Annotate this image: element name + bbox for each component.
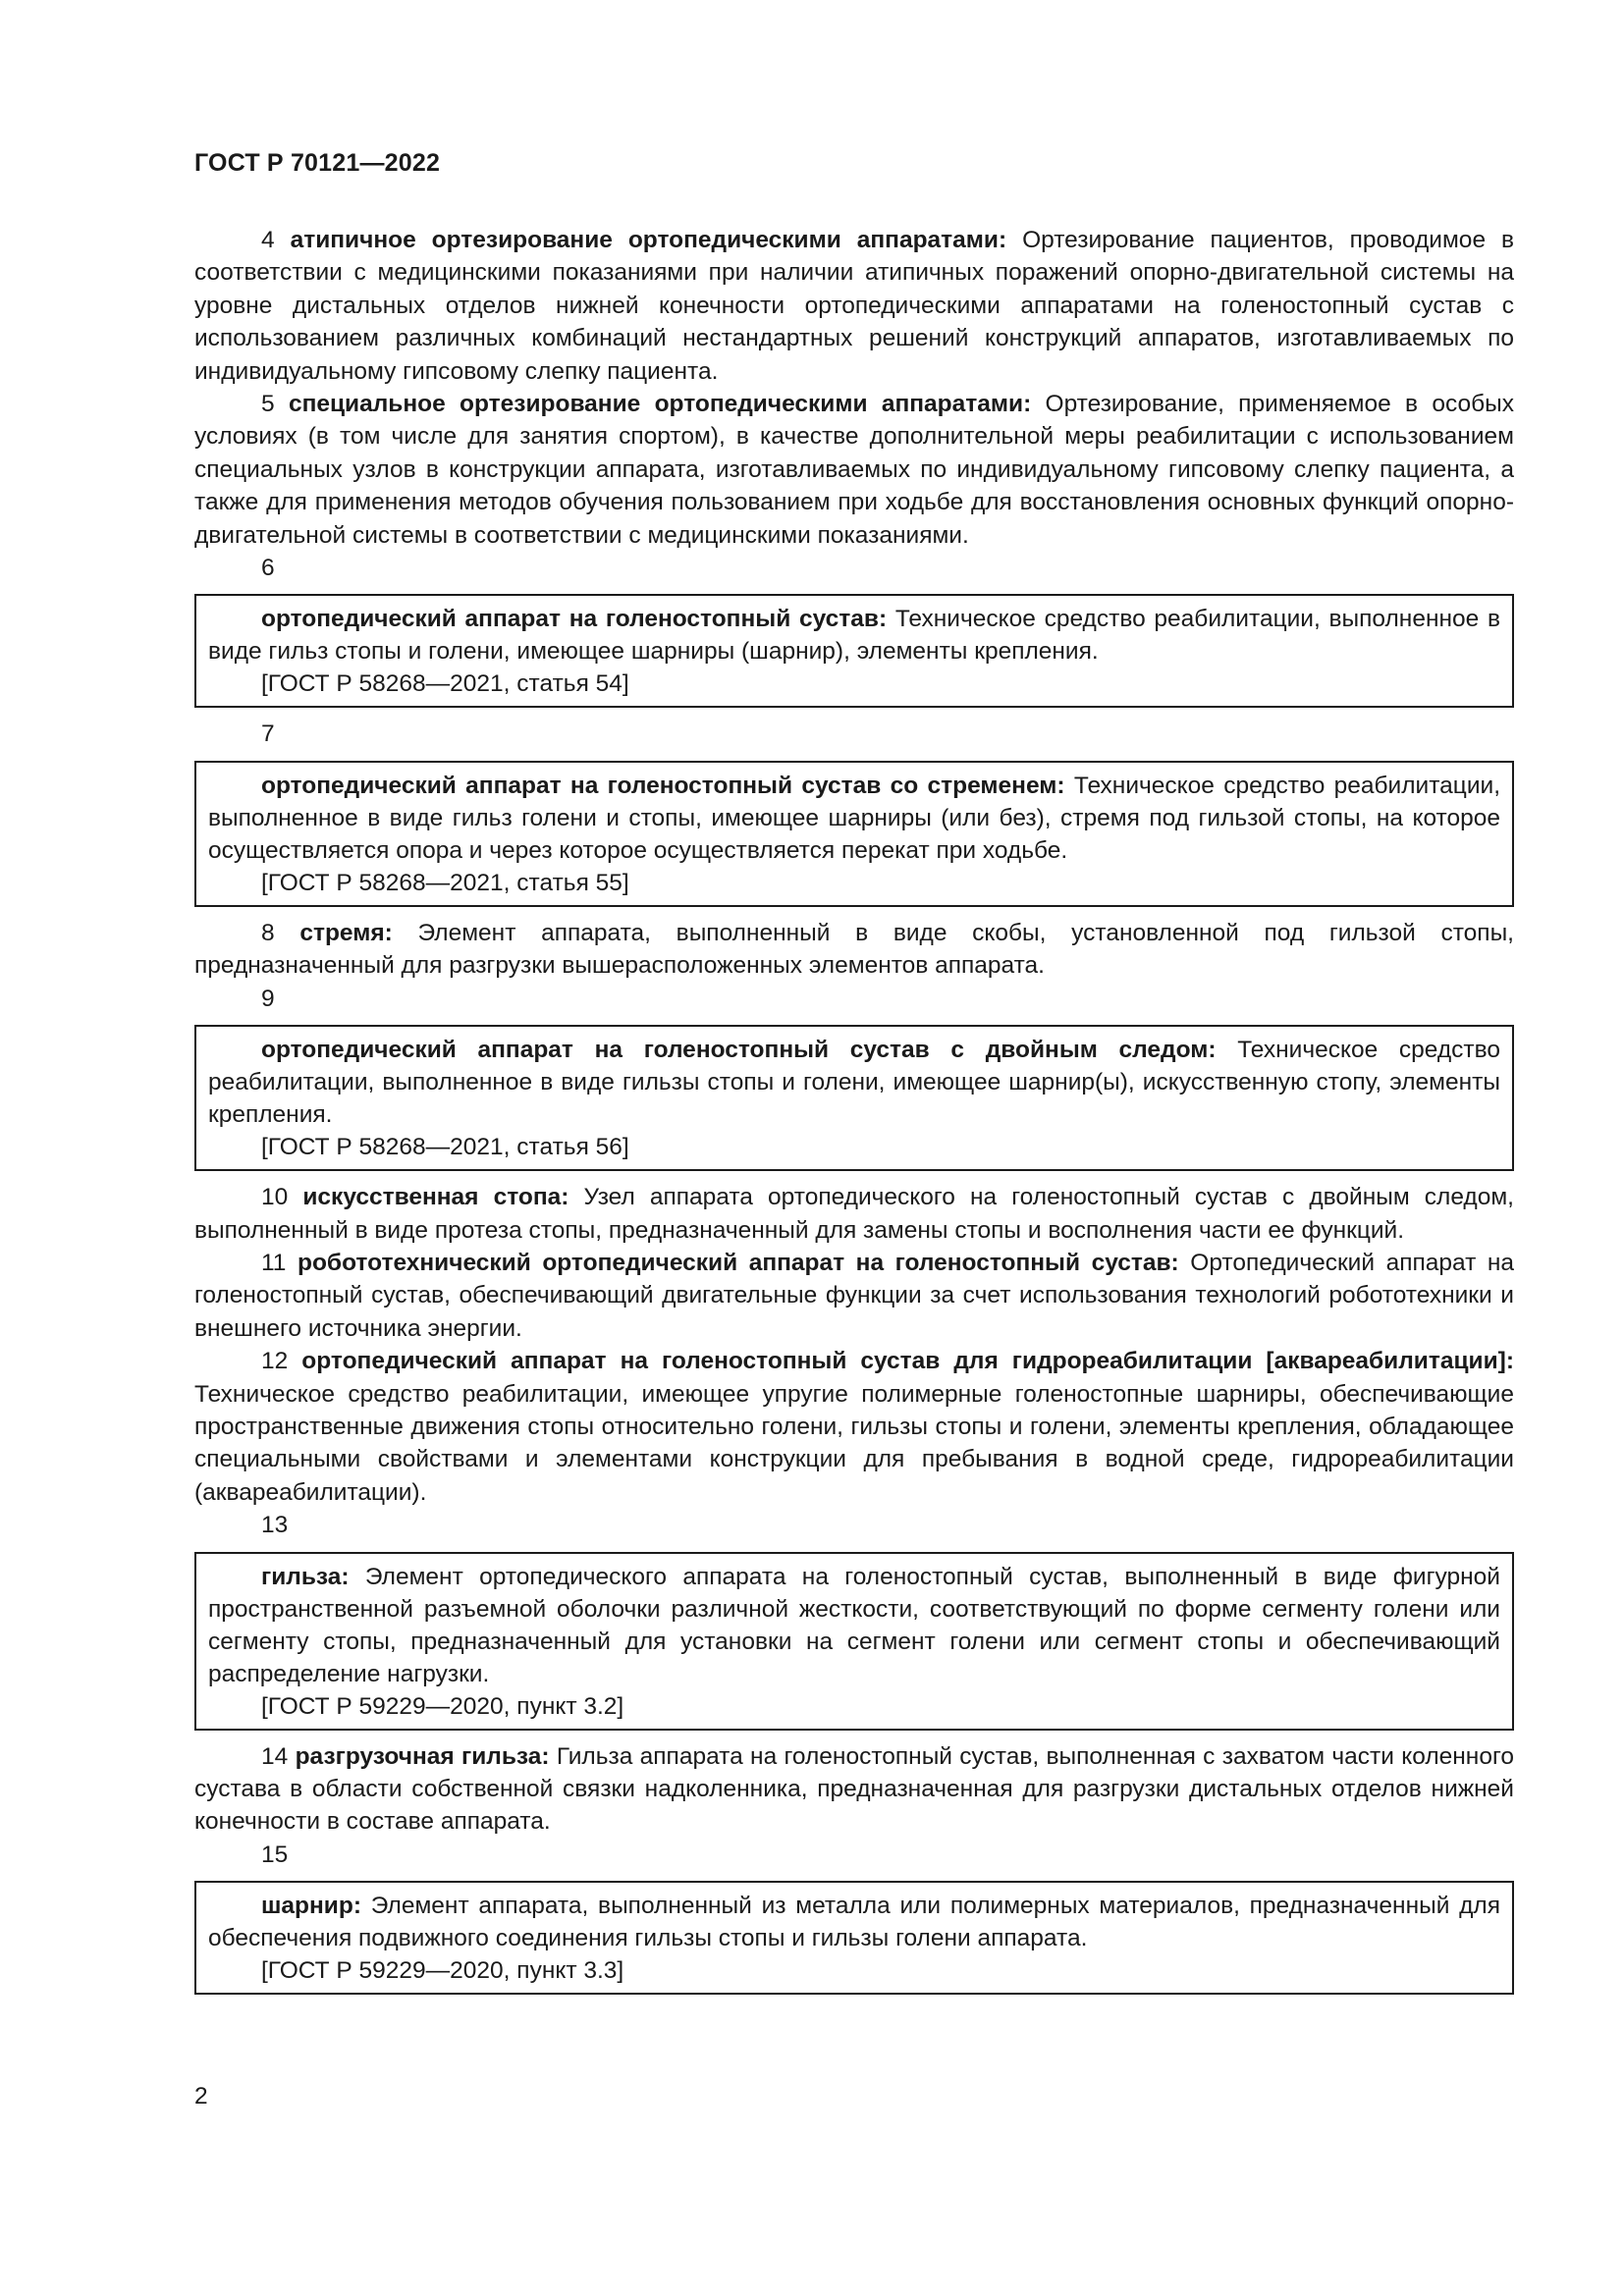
term-entry-8	[194, 917, 1514, 983]
term-entry-15	[208, 1890, 1500, 1954]
page-number: 2	[194, 2083, 208, 2109]
term-entry-10	[194, 1181, 1514, 1247]
term-definition: Техническое средство реабилитации, выполненное в виде гильз стопы и голени, имеющее шарниры (шарнир), элементы крепления.	[208, 606, 1500, 666]
term-title: ортопедический аппарат на голеностопный сустав:	[261, 606, 888, 633]
entry-number: 11	[261, 1249, 287, 1276]
entry-number: 12	[261, 1348, 289, 1375]
term-box-6	[194, 594, 1514, 708]
document-header: ГОСТ Р 70121—2022	[194, 149, 441, 177]
term-entry-7	[208, 770, 1500, 867]
term-title: шарнир:	[261, 1893, 361, 1920]
term-title: ортопедический аппарат на голеностопный сустав для гидрореабилитации [акварeабилитации]:	[301, 1348, 1514, 1375]
term-source: [ГОСТ Р 59229—2020, пункт 3.2]	[261, 1692, 624, 1720]
term-definition: Узел аппарата ортопедического на голеностопный сустав с двойным следом, выполненный в виде протеза стопы, предназначенный для замены стопы и восполнения части ее функций.	[194, 1184, 1514, 1244]
term-source: [ГОСТ Р 59229—2020, пункт 3.3]	[261, 1957, 624, 1985]
entry-number-15: 15	[261, 1841, 289, 1868]
entry-number-7: 7	[261, 721, 275, 748]
term-definition: Техническое средство реабилитации, имеющее упругие полимерные голеностопные шарниры, обеспечивающие пространственные движения стопы относительно голени, гильзы стопы и голени, элементы крепления, обладающее специальными свойствами и элементами конструкции для пребывания в водной среде, гидрореабилитации (аквареабилитации).	[194, 1380, 1514, 1506]
term-entry-12	[194, 1345, 1514, 1509]
term-definition: Техническое средство реабилитации, выполненное в виде гильзы стопы и голени, имеющее шарнир(ы), искусственную стопу, элементы крепления.	[208, 1037, 1500, 1129]
term-entry-6	[208, 603, 1500, 667]
term-definition: Ортезирование, применяемое в особых условиях (в том числе для занятия спортом), в качестве дополнительной меры реабилитации с использованием специальных узлов в конструкции аппарата, изготавливаемых по индивидуальному гипсовому слепку пациента, а также для применения методов обучения пользованием при ходьбе для восстановления основных функций опорно-двигательной системы в соответствии с медицинскими показаниями.	[194, 391, 1515, 549]
term-box-15	[194, 1881, 1514, 1995]
term-title: специальное ортезирование ортопедическими аппаратами:	[288, 391, 1032, 418]
term-title: ортопедический аппарат на голеностопный сустав с двойным следом:	[261, 1037, 1217, 1064]
term-definition: Элемент аппарата, выполненный из металла или полимерных материалов, предназначенный для обеспечения подвижного соединения гильзы стопы и гильзы голени аппарата.	[208, 1893, 1500, 1952]
term-definition: Гильза аппарата на голеностопный сустав, выполненная с захватом части коленного сустава в области собственной связки надколенника, предназначенная для разгрузки дистальных отделов нижней конечности в составе аппарата.	[194, 1742, 1514, 1836]
term-box-7	[194, 761, 1514, 907]
entry-number: 5	[261, 391, 275, 418]
term-source: [ГОСТ Р 58268—2021, статья 54]	[261, 670, 629, 698]
term-definition: Элемент ортопедического аппарата на голеностопный сустав, выполненный в виде фигурной пространственной разъемной оболочки различной жесткости, соответствующий по форме сегменту голени или сегменту стопы, предназначенный для установки на сегмент голени или сегмент стопы и обеспечивающий распределение нагрузки.	[208, 1563, 1500, 1687]
terms-content	[194, 224, 1514, 2004]
term-entry-9	[208, 1034, 1500, 1131]
term-definition: Техническое средство реабилитации, выполненное в виде гильз голени и стопы, имеющее шарниры (или без), стремя под гильзой стопы, на которое осуществляется опора и через которое осуществляется перекат при ходьбе.	[208, 772, 1500, 864]
entry-number: 14	[261, 1742, 289, 1770]
entry-number: 8	[261, 919, 275, 946]
term-title: гильза:	[261, 1563, 350, 1590]
term-definition: Ортопедический аппарат на голеностопный сустав, обеспечивающий двигательные функции за счет использования технологий робототехники и внешнего источника энергии.	[194, 1249, 1515, 1342]
entry-number-13: 13	[261, 1512, 289, 1539]
term-title: ортопедический аппарат на голеностопный сустав со стременем:	[261, 772, 1065, 799]
term-entry-14	[194, 1740, 1514, 1839]
term-entry-13	[208, 1561, 1500, 1690]
term-title: искусственная стопа:	[302, 1184, 569, 1211]
entry-number-6: 6	[261, 555, 275, 582]
term-definition: Ортезирование пациентов, проводимое в соответствии с медицинскими показаниями при наличии атипичных поражений опорно-двигательной системы на уровне дистальных отделов нижней конечности ортопедическими аппаратами на голеностопный сустав с использованием различных комбинаций нестандартных решений конструкций аппаратов, изготавливаемых по индивидуальному гипсовому слепку пациента.	[194, 227, 1515, 385]
term-title: робототехнический ортопедический аппарат на голеностопный сустав:	[298, 1249, 1179, 1276]
term-source: [ГОСТ Р 58268—2021, статья 56]	[261, 1134, 629, 1161]
term-definition: Элемент аппарата, выполненный в виде скобы, установленной под гильзой стопы, предназначенный для разгрузки вышерасположенных элементов аппарата.	[194, 919, 1514, 980]
term-box-13	[194, 1552, 1514, 1731]
entry-number-9: 9	[261, 985, 275, 1012]
term-entry-5	[194, 388, 1514, 552]
term-entry-4	[194, 224, 1514, 388]
term-box-9	[194, 1025, 1514, 1171]
entry-number: 4	[261, 227, 275, 253]
term-source: [ГОСТ Р 58268—2021, статья 55]	[261, 869, 629, 896]
term-title: атипичное ортезирование ортопедическими аппаратами:	[290, 227, 1007, 253]
entry-number: 10	[261, 1184, 289, 1211]
term-title: стремя:	[299, 919, 393, 946]
term-title: разгрузочная гильза:	[295, 1742, 550, 1770]
term-entry-11	[194, 1247, 1514, 1345]
